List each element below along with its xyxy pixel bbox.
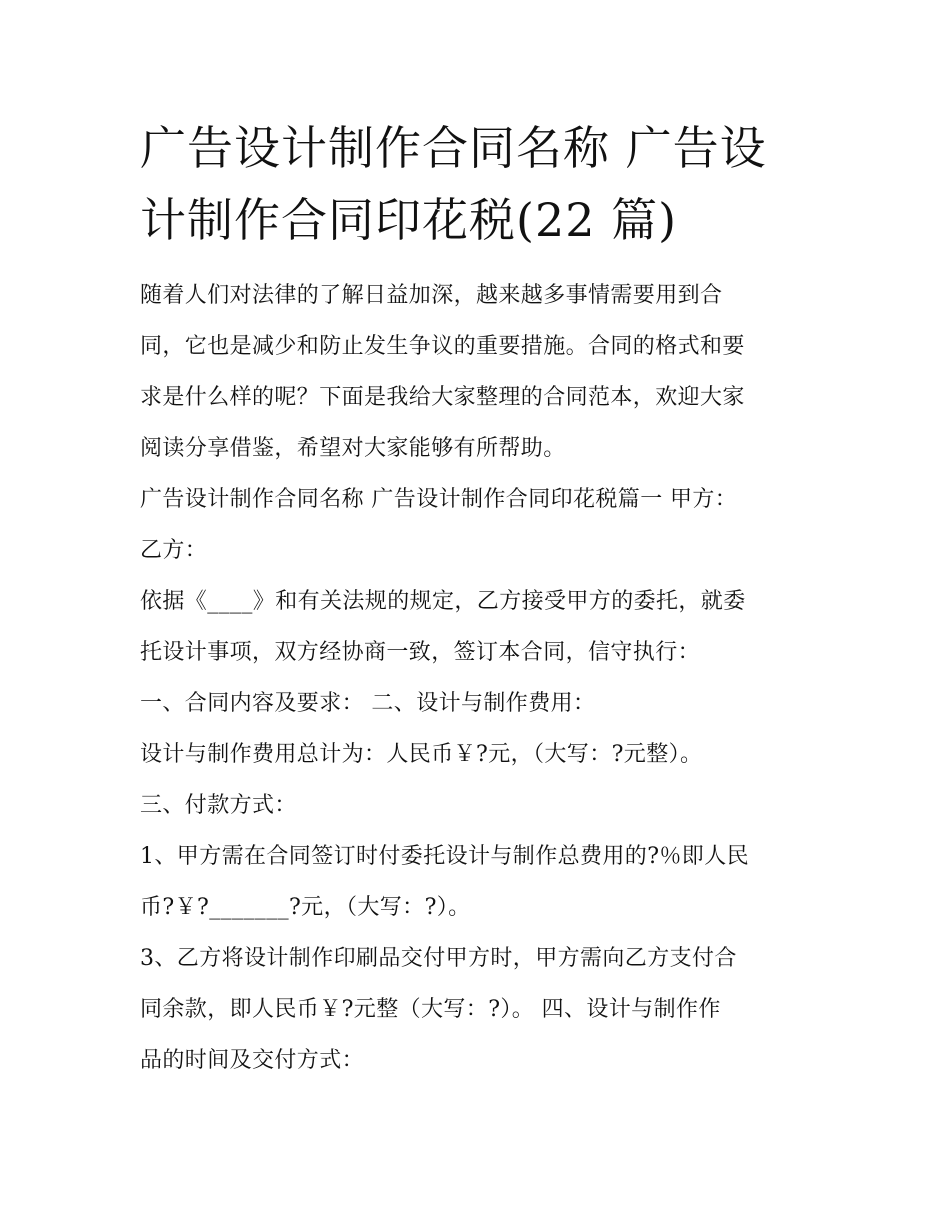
text-line: 一、合同内容及要求： 二、设计与制作费用： [140, 691, 596, 716]
text-line: 广告设计制作合同名称 广告设计制作合同印花税篇一 甲方： [140, 487, 738, 512]
text-line: 托设计事项，双方经协商一致，签订本合同，信守执行： [140, 640, 701, 665]
text-line: 阅读分享借鉴，希望对大家能够有所帮助。 [140, 436, 566, 461]
text-line: 同余款，即人民币￥?元整（大写：?）。 四、设计与制作作 [140, 997, 721, 1022]
text-line: 同，它也是减少和防止发生争议的重要措施。合同的格式和要 [140, 334, 745, 359]
text-line: 币?￥?_______?元，（大写：?）。 [140, 895, 471, 920]
text-line: 依据《____》和有关法规的规定，乙方接受甲方的委托，就委 [140, 589, 746, 614]
text-line: 三、付款方式： [140, 793, 297, 818]
text-line: 乙方： [140, 538, 208, 563]
title-line: 计制作合同印花税(22 篇) [140, 193, 678, 247]
title-line: 广告设计制作合同名称 广告设 [140, 121, 767, 175]
text-line: 1、甲方需在合同签订时付委托设计与制作总费用的?％即人民 [140, 844, 749, 869]
text-line: 3、乙方将设计制作印刷品交付甲方时，甲方需向乙方支付合 [140, 946, 737, 971]
document-body [140, 270, 820, 1086]
document-content [140, 112, 820, 1086]
text-line: 设计与制作费用总计为：人民币￥?元，（大写：?元整）。 [140, 742, 703, 767]
text-line: 品的时间及交付方式： [140, 1048, 365, 1073]
text-line: 求是什么样的呢？下面是我给大家整理的合同范本，欢迎大家 [140, 385, 745, 410]
text-line: 随着人们对法律的了解日益加深，越来越多事情需要用到合 [140, 283, 723, 308]
document-title [140, 112, 820, 256]
